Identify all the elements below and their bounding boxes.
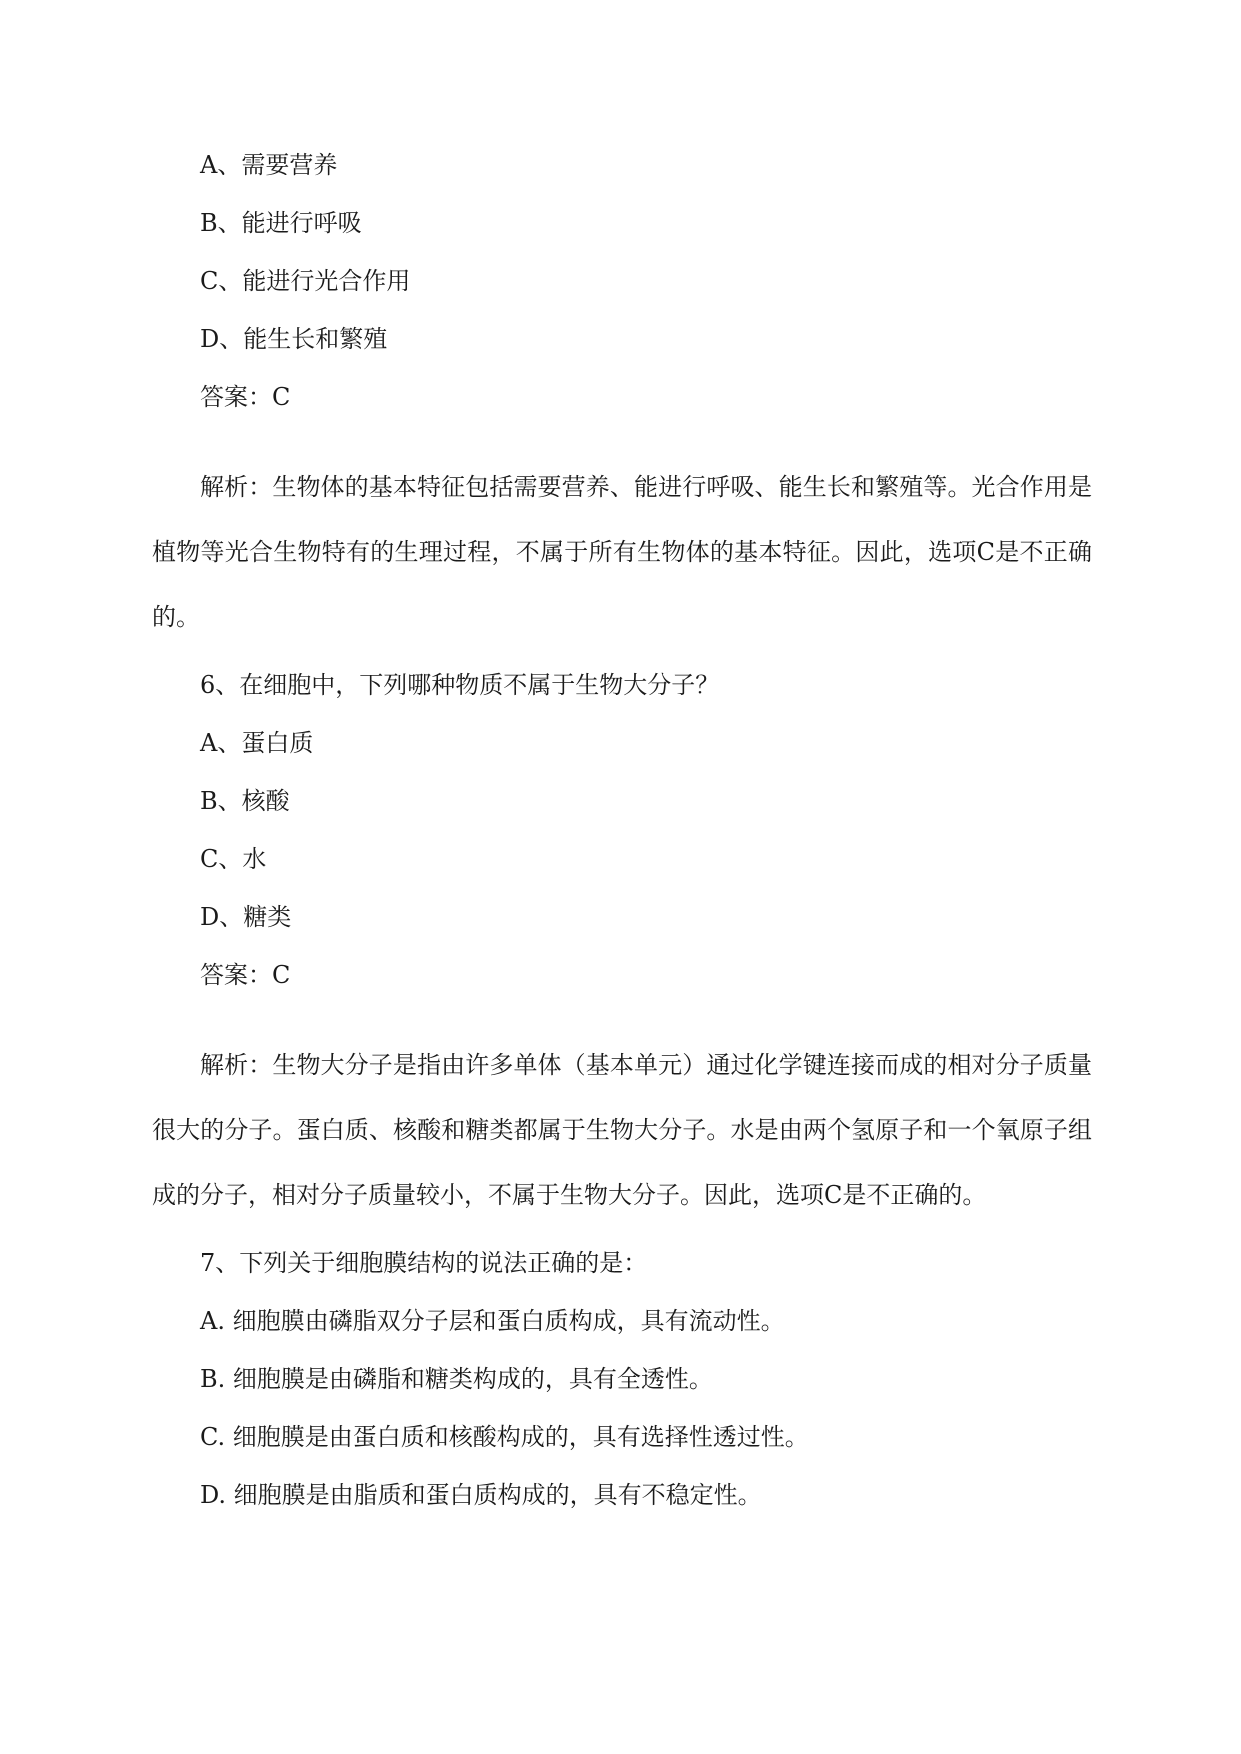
- q5-analysis: 解析：生物体的基本特征包括需要营养、能进行呼吸、能生长和繁殖等。光合作用是植物等光合生物特有的生理过程，不属于所有生物体的基本特征。因此，选项C是不正确的。: [152, 473, 1092, 631]
- q5-option-b: B、能进行呼吸: [200, 209, 362, 237]
- q7-question: 7、下列关于细胞膜结构的说法正确的是：: [200, 1249, 648, 1277]
- q6-option-b: B、核酸: [200, 787, 290, 815]
- q7-option-a: A. 细胞膜由磷脂双分子层和蛋白质构成，具有流动性。: [200, 1307, 785, 1335]
- q6-option-d: D、糖类: [200, 903, 292, 931]
- q6-analysis: 解析：生物大分子是指由许多单体（基本单元）通过化学键连接而成的相对分子质量很大的分子。蛋白质、核酸和糖类都属于生物大分子。水是由两个氢原子和一个氧原子组成的分子，相对分子质量较小，不属于生物大分子。因此，选项C是不正确的。: [152, 1051, 1092, 1209]
- q5-option-d: D、能生长和繁殖: [200, 325, 388, 353]
- q6-question: 6、在细胞中，下列哪种物质不属于生物大分子？: [200, 671, 720, 699]
- q7-option-d: D. 细胞膜是由脂质和蛋白质构成的，具有不稳定性。: [200, 1481, 762, 1509]
- q7-option-c: C. 细胞膜是由蛋白质和核酸构成的，具有选择性透过性。: [200, 1423, 809, 1451]
- q6-option-c: C、水: [200, 845, 267, 873]
- q6-answer: 答案：C: [200, 961, 291, 989]
- q5-option-a: A、需要营养: [200, 151, 338, 179]
- q5-option-c: C、能进行光合作用: [200, 267, 411, 295]
- q6-option-a: A、蛋白质: [200, 729, 314, 757]
- q7-option-b: B. 细胞膜是由磷脂和糖类构成的，具有全透性。: [200, 1365, 713, 1393]
- q5-answer: 答案：C: [200, 383, 291, 411]
